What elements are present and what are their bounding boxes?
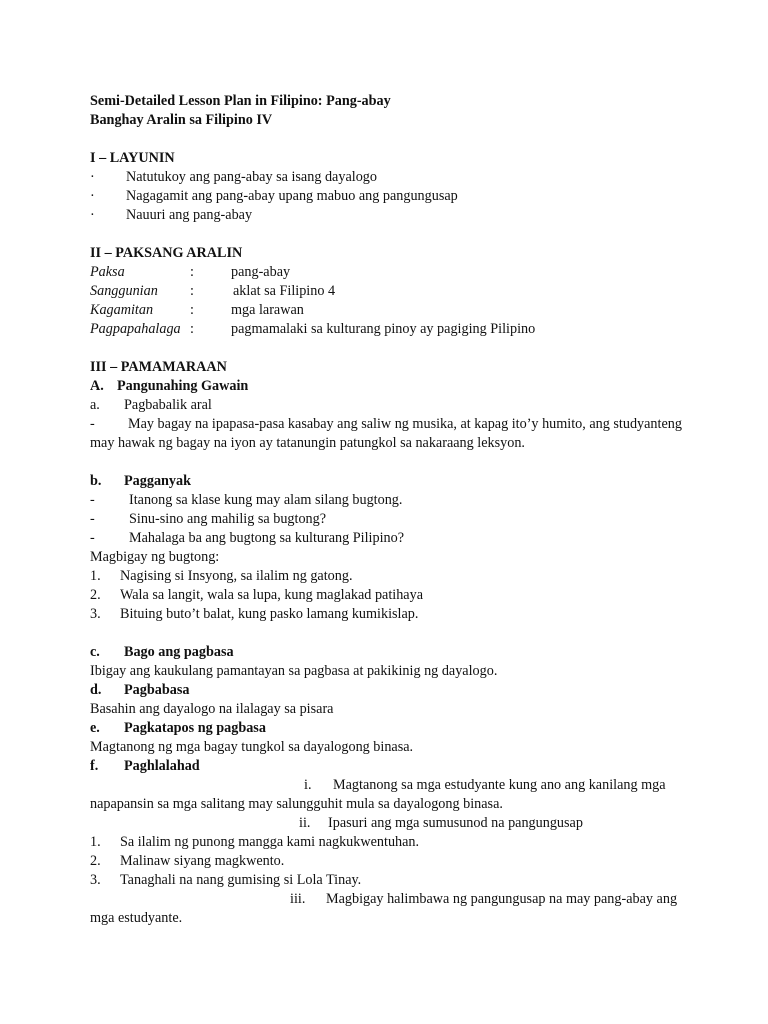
section-2-heading: II – PAKSANG ARALIN — [90, 245, 243, 261]
riddle-text: Bituing buto’t balat, kung pasko lamang kumikislap. — [120, 606, 419, 622]
bullet: · — [90, 188, 95, 204]
subitem-text: Ipasuri ang mga sumusunod na pangungusap — [328, 815, 583, 831]
subject-row — [90, 263, 710, 282]
subject-value: pagmamalaki sa kulturang pinoy ay pagiging Pilipino — [231, 321, 536, 337]
item-number: 1. — [90, 834, 101, 850]
item-number: 2. — [90, 587, 101, 603]
item-number: 1. — [90, 568, 101, 584]
item-number: 2. — [90, 853, 101, 869]
subject-label: Sanggunian — [90, 283, 158, 299]
dash-item-text: Itanong sa klase kung may alam silang bugtong. — [129, 492, 403, 508]
section-1-heading: I – LAYUNIN — [90, 150, 175, 166]
subject-label: Pagpapahalaga — [90, 321, 181, 337]
item-number: 3. — [90, 872, 101, 888]
objective-text: Nagagamit ang pang-abay upang mabuo ang pangungusap — [126, 188, 458, 204]
riddle-lead: Magbigay ng bugtong: — [90, 549, 220, 565]
description-line: May bagay na ipapasa-pasa kasabay ang saliw ng musika, at kapag ito’y humito, ang studyanteng — [128, 416, 682, 432]
sentence-text: Tanaghali na nang gumising si Lola Tinay. — [120, 872, 362, 888]
sentence-text: Sa ilalim ng punong mangga kami nagkukwentuhan. — [120, 834, 420, 850]
bullet: · — [90, 169, 95, 185]
step-marker: b. — [90, 473, 102, 489]
step-marker: d. — [90, 682, 102, 698]
subject-row — [90, 320, 710, 339]
subject-value: aklat sa Filipino 4 — [233, 283, 336, 299]
roman-marker: i. — [304, 777, 312, 793]
objective-text: Nauuri ang pang-abay — [126, 207, 253, 223]
document-subtitle: Banghay Aralin sa Filipino IV — [90, 112, 273, 128]
step-title: Pagkatapos ng pagbasa — [124, 720, 266, 736]
description-line: may hawak ng bagay na iyon ay tatanungin patungkol sa nakaraang leksyon. — [90, 435, 525, 451]
colon: : — [190, 283, 194, 299]
step-marker: f. — [90, 758, 99, 774]
step-e-text: Magtanong ng mga bagay tungkol sa dayalogong binasa. — [90, 739, 414, 755]
subject-row — [90, 301, 710, 320]
colon: : — [190, 321, 194, 337]
subitem-text: Magtanong sa mga estudyante kung ano ang kanilang mga — [333, 777, 666, 793]
document-title: Semi-Detailed Lesson Plan in Filipino: Pang-abay — [90, 93, 391, 109]
step-d-text: Basahin ang dayalogo na ilalagay sa pisara — [90, 701, 334, 717]
subject-value: mga larawan — [231, 302, 304, 318]
item-number: 3. — [90, 606, 101, 622]
dash: - — [90, 492, 95, 508]
subitem-text: napapansin sa mga salitang may salungguhit mula sa dayalogong binasa. — [90, 796, 503, 812]
roman-marker: ii. — [299, 815, 311, 831]
dash-item-text: Sinu-sino ang mahilig sa bugtong? — [129, 511, 327, 527]
step-marker: a. — [90, 397, 100, 413]
dash: - — [90, 416, 95, 432]
step-title: Paghlalahad — [124, 758, 200, 774]
step-title: Pagbabasa — [124, 682, 190, 698]
objective-text: Natutukoy ang pang-abay sa isang dayalogo — [126, 169, 377, 185]
subitem-text: mga estudyante. — [90, 910, 183, 926]
roman-marker: iii. — [290, 891, 306, 907]
dash-item-text: Mahalaga ba ang bugtong sa kulturang Pilipino? — [129, 530, 405, 546]
step-title: Pagganyak — [124, 473, 192, 489]
step-title: Bago ang pagbasa — [124, 644, 234, 660]
part-title: Pangunahing Gawain — [117, 378, 249, 394]
subitem-text: Magbigay halimbawa ng pangungusap na may pang-abay ang — [326, 891, 678, 907]
riddle-text: Nagising si Insyong, sa ilalim ng gatong. — [120, 568, 353, 584]
dash: - — [90, 511, 95, 527]
subject-label: Kagamitan — [90, 302, 154, 318]
part-marker: A. — [90, 378, 104, 394]
step-marker: c. — [90, 644, 100, 660]
subject-value: pang-abay — [231, 264, 291, 280]
dash: - — [90, 530, 95, 546]
colon: : — [190, 302, 194, 318]
step-marker: e. — [90, 720, 100, 736]
step-title: Pagbabalik aral — [124, 397, 212, 413]
subject-label: Paksa — [90, 264, 125, 280]
riddle-text: Wala sa langit, wala sa lupa, kung maglakad patihaya — [120, 587, 423, 603]
colon: : — [190, 264, 194, 280]
sentence-text: Malinaw siyang magkwento. — [120, 853, 285, 869]
section-3-heading: III – PAMAMARAAN — [90, 359, 227, 375]
subject-row — [90, 282, 710, 301]
bullet: · — [90, 207, 95, 223]
step-c-text: Ibigay ang kaukulang pamantayan sa pagbasa at pakikinig ng dayalogo. — [90, 663, 498, 679]
